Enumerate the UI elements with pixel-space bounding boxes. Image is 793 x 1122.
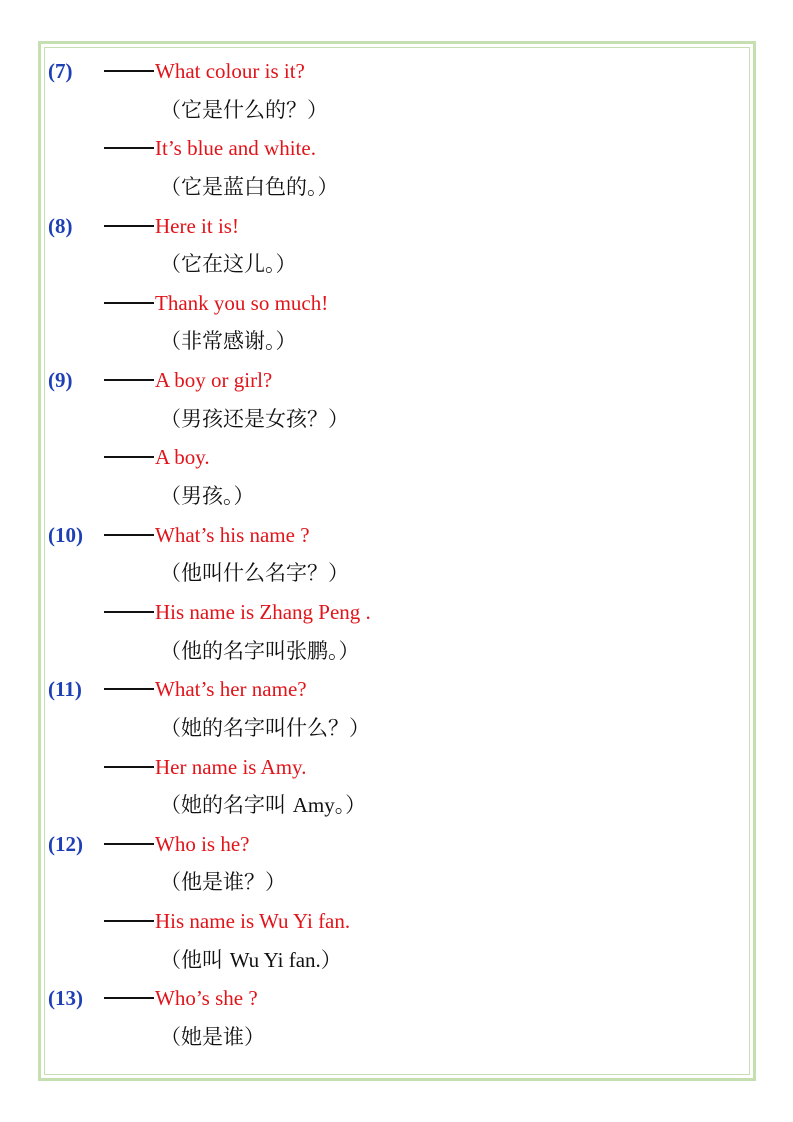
translation-suffix: ） xyxy=(320,947,342,972)
dash-mark xyxy=(104,766,154,768)
dialogue-number: (9) xyxy=(48,368,73,393)
dialogue-number: (12) xyxy=(48,831,83,856)
dialogue-number: (13) xyxy=(48,986,83,1011)
english-answer: His name is Zhang Peng . xyxy=(155,599,371,624)
english-question: Who’s she ? xyxy=(155,986,258,1011)
chinese-translation: （非常感谢。） xyxy=(160,329,297,354)
translation-prefix: （他叫 xyxy=(160,947,230,972)
dialogue-13-question-row xyxy=(0,979,793,1018)
english-question: What colour is it? xyxy=(155,59,305,83)
dash-mark xyxy=(104,920,154,922)
chinese-translation: （他的名字叫张鹏。） xyxy=(160,638,360,663)
dialogue-number: (8) xyxy=(48,213,73,238)
chinese-translation: （男孩。） xyxy=(160,484,255,509)
dialogue-8-answer-translation-row xyxy=(0,322,793,361)
english-answer: Her name is Amy. xyxy=(155,754,307,779)
dialogue-7-question-translation-row xyxy=(0,91,793,130)
english-question: Who is he? xyxy=(155,831,250,856)
translation-prefix: （她的名字叫 xyxy=(160,793,293,818)
chinese-translation: （它是蓝白色的。） xyxy=(160,174,339,199)
dash-mark xyxy=(104,843,154,845)
dialogue-11-answer-row xyxy=(0,748,793,787)
dialogue-7-answer-translation-row xyxy=(0,168,793,207)
dialogue-12-answer-translation-row xyxy=(0,941,793,980)
chinese-translation: （她是谁） xyxy=(160,1025,265,1050)
chinese-translation: （他是谁？） xyxy=(160,870,286,895)
dialogue-10-question-translation-row xyxy=(0,554,793,593)
chinese-translation: （她的名字叫什么？） xyxy=(160,715,370,740)
dialogue-12-answer-row xyxy=(0,902,793,941)
dialogue-8-answer-row xyxy=(0,284,793,323)
dialogue-8-question-translation-row xyxy=(0,245,793,284)
dash-mark xyxy=(104,379,154,381)
english-question: Here it is! xyxy=(155,213,239,238)
dash-mark xyxy=(104,534,154,536)
english-question: What’s his name ? xyxy=(155,522,310,547)
english-answer: His name is Wu Yi fan. xyxy=(155,909,351,934)
dialogue-9-question-translation-row xyxy=(0,400,793,439)
chinese-translation: （他叫什么名字？） xyxy=(160,561,349,586)
dialogue-9-answer-row xyxy=(0,438,793,477)
english-answer: Thank you so much! xyxy=(155,290,329,315)
translation-latin-name: Amy xyxy=(292,793,335,818)
dialogue-9-answer-translation-row xyxy=(0,477,793,516)
translation-latin-name: Wu Yi fan. xyxy=(229,947,321,972)
dialogue-9-question-row xyxy=(0,361,793,400)
translation-suffix: 。） xyxy=(334,793,367,818)
dash-mark xyxy=(104,225,154,227)
dash-mark xyxy=(104,688,154,690)
dialogue-11-answer-translation-row xyxy=(0,786,793,825)
dialogue-10-answer-translation-row xyxy=(0,632,793,671)
dialogue-7-answer-row xyxy=(0,129,793,168)
dialogue-13-question-translation-row xyxy=(0,1018,793,1057)
dialogue-11-question-row xyxy=(0,670,793,709)
dialogue-list xyxy=(0,52,793,1057)
chinese-translation xyxy=(160,790,366,820)
dialogue-number: (7) xyxy=(48,59,73,83)
dialogue-10-answer-row xyxy=(0,593,793,632)
dash-mark xyxy=(104,611,154,613)
dash-mark xyxy=(104,147,154,149)
dialogue-12-question-translation-row xyxy=(0,863,793,902)
dash-mark xyxy=(104,456,154,458)
dialogue-number: (11) xyxy=(48,677,82,702)
dash-mark xyxy=(104,70,154,72)
dialogue-7-question-row xyxy=(0,52,793,91)
dialogue-8-question-row xyxy=(0,207,793,246)
chinese-translation xyxy=(160,945,342,975)
english-question: What’s her name? xyxy=(155,677,307,702)
chinese-translation: （男孩还是女孩？） xyxy=(160,406,349,431)
dialogue-12-question-row xyxy=(0,825,793,864)
dialogue-11-question-translation-row xyxy=(0,709,793,748)
dialogue-10-question-row xyxy=(0,516,793,555)
chinese-translation: （它在这儿。） xyxy=(160,252,297,277)
dialogue-number: (10) xyxy=(48,522,83,547)
english-answer: It’s blue and white. xyxy=(155,136,316,161)
dash-mark xyxy=(104,997,154,999)
dash-mark xyxy=(104,302,154,304)
english-answer: A boy. xyxy=(155,445,210,470)
chinese-translation: （它是什么的？） xyxy=(160,97,328,122)
english-question: A boy or girl? xyxy=(155,368,273,393)
